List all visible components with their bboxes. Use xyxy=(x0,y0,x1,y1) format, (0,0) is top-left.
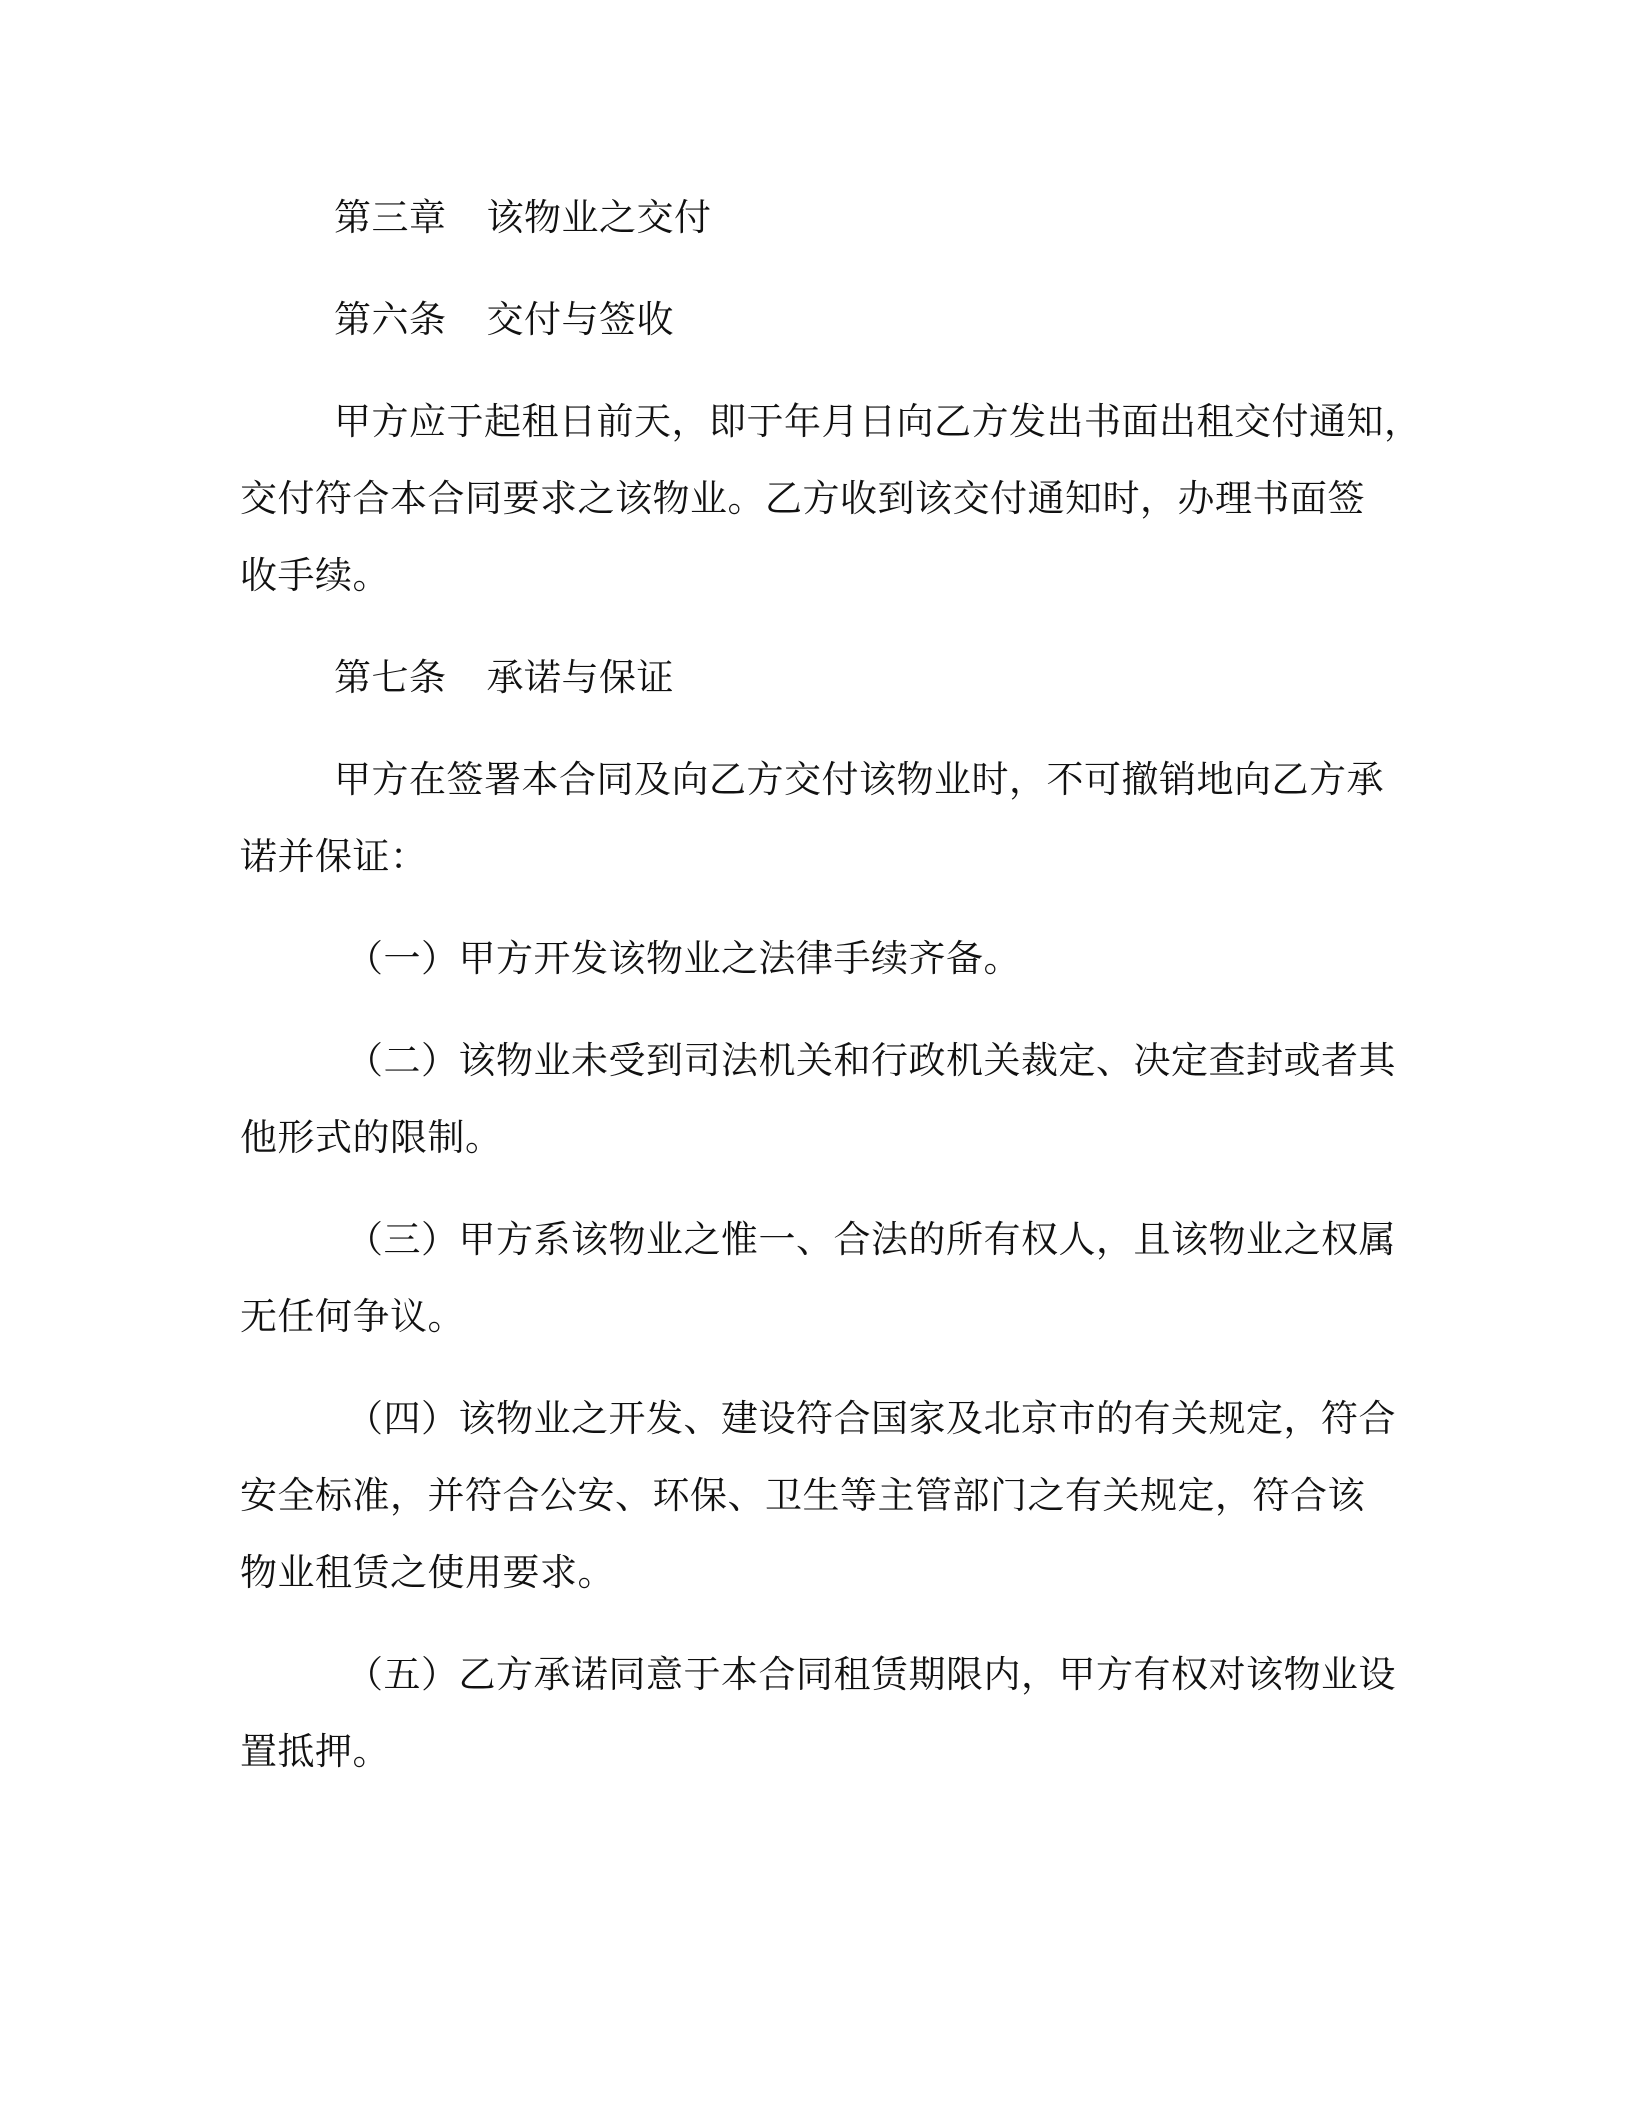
article-7-item-3-cont: 无任何争议。 xyxy=(240,1295,465,1338)
article-7-item-1: （一）甲方开发该物业之法律手续齐备。 xyxy=(346,937,1021,980)
chapter-number: 第三章 xyxy=(334,196,447,239)
article-7-item-4: （四）该物业之开发、建设符合国家及北京市的有关规定，符合 xyxy=(346,1397,1396,1440)
article-7-item-4-cont: 安全标准，并符合公安、环保、卫生等主管部门之有关规定，符合该 xyxy=(240,1474,1365,1517)
article-6-body-line: 甲方应于起租日前天，即于年月日向乙方发出书面出租交付通知， xyxy=(334,400,1422,443)
article-7-item-5-cont: 置抵押。 xyxy=(240,1730,390,1773)
article-6-number: 第六条 xyxy=(334,298,447,341)
article-7-item-5: （五）乙方承诺同意于本合同租赁期限内，甲方有权对该物业设 xyxy=(346,1653,1396,1696)
article-7-item-2-cont: 他形式的限制。 xyxy=(240,1116,503,1159)
article-7-title: 承诺与保证 xyxy=(486,656,674,699)
article-6-heading xyxy=(334,298,674,342)
article-7-item-3: （三）甲方系该物业之惟一、合法的所有权人，且该物业之权属 xyxy=(346,1218,1396,1261)
article-7-intro-line: 甲方在签署本合同及向乙方交付该物业时，不可撤销地向乙方承 xyxy=(334,758,1384,801)
article-7-heading xyxy=(334,656,674,700)
article-7-item-2: （二）该物业未受到司法机关和行政机关裁定、决定查封或者其 xyxy=(346,1039,1396,1082)
article-6-body-line: 交付符合本合同要求之该物业。乙方收到该交付通知时，办理书面签 xyxy=(240,477,1365,520)
article-6-body-line: 收手续。 xyxy=(240,554,390,597)
article-7-item-4-cont: 物业租赁之使用要求。 xyxy=(240,1551,615,1594)
chapter-title: 该物业之交付 xyxy=(486,196,712,239)
article-6-title: 交付与签收 xyxy=(486,298,674,341)
article-7-number: 第七条 xyxy=(334,656,447,699)
chapter-heading xyxy=(334,196,712,240)
article-7-intro-line: 诺并保证： xyxy=(240,835,428,878)
